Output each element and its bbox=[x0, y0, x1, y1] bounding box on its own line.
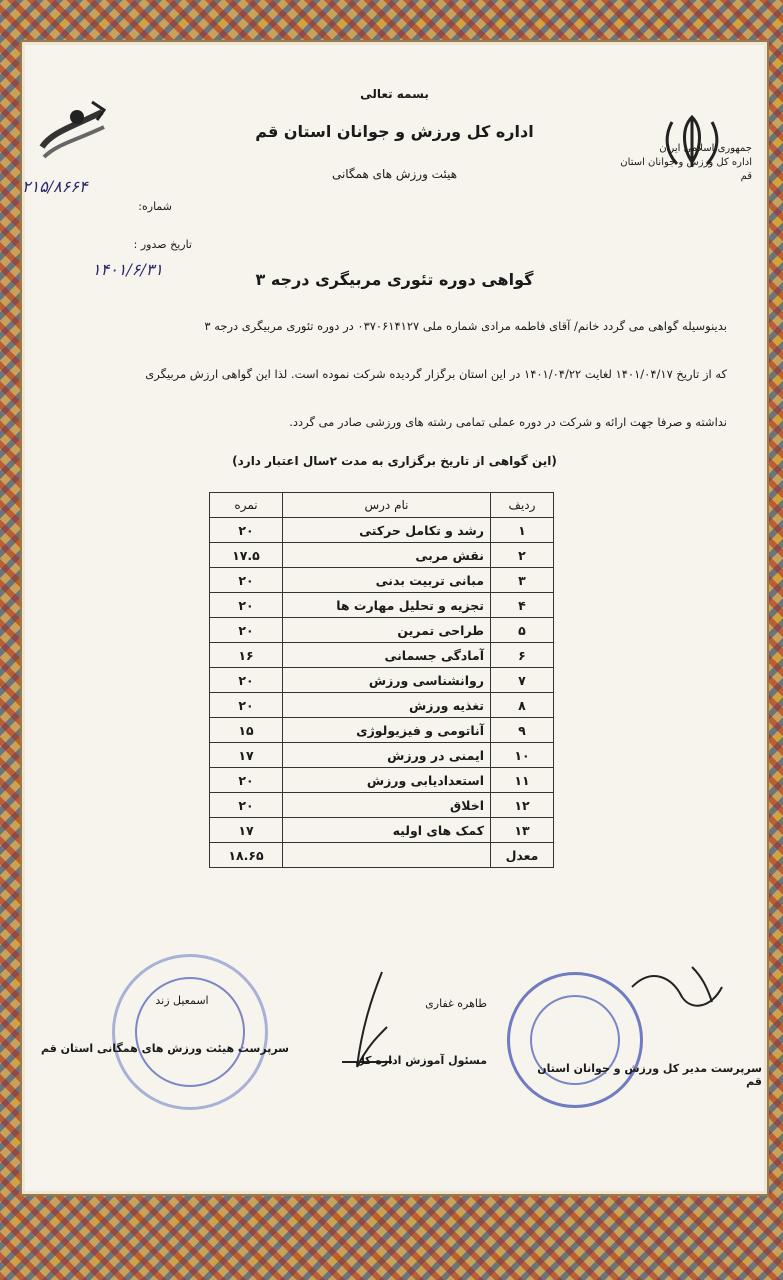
row-number: ۲ bbox=[491, 543, 554, 568]
table-row bbox=[210, 693, 554, 718]
table-row bbox=[210, 768, 554, 793]
course-name: رشد و تکامل حرکتی bbox=[283, 518, 491, 543]
table-header-row bbox=[210, 493, 554, 518]
header-grade: نمره bbox=[210, 493, 283, 518]
average-row bbox=[210, 843, 554, 868]
organization-title: اداره کل ورزش و جوانان استان قم bbox=[255, 122, 534, 141]
body-line-2: که از تاریخ ۱۴۰۱/۰۴/۱۷ لغایت ۱۴۰۱/۰۴/۲۲ در این استان برگزار گردیده شرکت نموده است. لذا این گواهی ارزش مربیگری bbox=[145, 367, 727, 381]
header-course-name: نام درس bbox=[283, 493, 491, 518]
table-row bbox=[210, 643, 554, 668]
row-number: ۱۱ bbox=[491, 768, 554, 793]
course-name: تغذیه ورزش bbox=[283, 693, 491, 718]
certificate-body bbox=[20, 40, 769, 1196]
course-name: تجزیه و تحلیل مهارت ها bbox=[283, 593, 491, 618]
body-line-1: بدینوسیله گواهی می گردد خانم/ آقای فاطمه مرادی شماره ملی ۰۳۷۰۶۱۴۱۲۷ در دوره تئوری مربیگری درجه ۳ bbox=[204, 319, 727, 333]
validity-note: (این گواهی از تاریخ برگزاری به مدت ۲سال اعتبار دارد) bbox=[232, 454, 557, 468]
right-signature-icon bbox=[622, 957, 732, 1027]
grades-table bbox=[209, 492, 554, 868]
average-spacer bbox=[283, 843, 491, 868]
number-handwritten: ۲۱۵/۸۶۶۴ bbox=[22, 177, 88, 196]
course-grade: ۲۰ bbox=[210, 768, 283, 793]
table-row bbox=[210, 793, 554, 818]
table-row bbox=[210, 618, 554, 643]
row-number: ۴ bbox=[491, 593, 554, 618]
course-grade: ۱۵ bbox=[210, 718, 283, 743]
board-subtitle: هیئت ورزش های همگانی bbox=[331, 167, 458, 181]
average-label: معدل bbox=[491, 843, 554, 868]
issue-date-label: تاریخ صدور : bbox=[133, 238, 192, 251]
course-name: کمک های اولیه bbox=[283, 818, 491, 843]
table-row bbox=[210, 568, 554, 593]
average-value: ۱۸.۶۵ bbox=[210, 843, 283, 868]
row-number: ۸ bbox=[491, 693, 554, 718]
course-name: اخلاق bbox=[283, 793, 491, 818]
row-number: ۱۳ bbox=[491, 818, 554, 843]
course-name: آمادگی جسمانی bbox=[283, 643, 491, 668]
left-signer-name: اسمعیل زند bbox=[155, 994, 209, 1007]
course-name: نقش مربی bbox=[283, 543, 491, 568]
course-grade: ۲۰ bbox=[210, 693, 283, 718]
number-label: شماره: bbox=[138, 200, 172, 213]
row-number: ۷ bbox=[491, 668, 554, 693]
course-name: استعدادیابی ورزش bbox=[283, 768, 491, 793]
left-official-stamp bbox=[112, 954, 268, 1110]
row-number: ۶ bbox=[491, 643, 554, 668]
course-grade: ۲۰ bbox=[210, 668, 283, 693]
course-grade: ۲۰ bbox=[210, 793, 283, 818]
course-grade: ۱۶ bbox=[210, 643, 283, 668]
course-grade: ۲۰ bbox=[210, 568, 283, 593]
middle-signer-role: مسئول آموزش اداره کل bbox=[355, 1054, 487, 1067]
course-name: مبانی تربیت بدنی bbox=[283, 568, 491, 593]
course-grade: ۱۷.۵ bbox=[210, 543, 283, 568]
bismillah-heading: بسمه تعالی bbox=[360, 87, 429, 101]
emblem-caption: جمهوری اسلامی ایران اداره کل ورزش و جوانان استان قم bbox=[620, 143, 752, 182]
row-number: ۱ bbox=[491, 518, 554, 543]
certificate-title: گواهی دوره تئوری مربیگری درجه ۳ bbox=[255, 270, 534, 289]
table-row bbox=[210, 668, 554, 693]
row-number: ۱۰ bbox=[491, 743, 554, 768]
row-number: ۵ bbox=[491, 618, 554, 643]
course-grade: ۱۷ bbox=[210, 743, 283, 768]
course-name: آناتومی و فیزیولوژی bbox=[283, 718, 491, 743]
table-row bbox=[210, 543, 554, 568]
course-name: ایمنی در ورزش bbox=[283, 743, 491, 768]
middle-signer-name: طاهره غفاری bbox=[425, 997, 487, 1010]
table-row bbox=[210, 818, 554, 843]
table-row bbox=[210, 743, 554, 768]
table-row bbox=[210, 593, 554, 618]
body-line-3: نداشته و صرفا جهت ارائه و شرکت در دوره عملی تمامی رشته های ورزشی صادر می گردد. bbox=[289, 415, 727, 429]
row-number: ۳ bbox=[491, 568, 554, 593]
table-row bbox=[210, 518, 554, 543]
left-signer-role: سرپرست هیئت ورزش های همگانی استان قم bbox=[40, 1042, 289, 1055]
course-name: طراحی تمرین bbox=[283, 618, 491, 643]
table-row bbox=[210, 718, 554, 743]
row-number: ۱۲ bbox=[491, 793, 554, 818]
header-row-number: ردیف bbox=[491, 493, 554, 518]
row-number: ۹ bbox=[491, 718, 554, 743]
course-grade: ۱۷ bbox=[210, 818, 283, 843]
course-name: روانشناسی ورزش bbox=[283, 668, 491, 693]
issue-date-handwritten: ۱۴۰۱/۶/۳۱ bbox=[92, 260, 163, 279]
course-grade: ۲۰ bbox=[210, 593, 283, 618]
course-grade: ۲۰ bbox=[210, 518, 283, 543]
right-signer-role: سرپرست مدیر کل ورزش و جوانان استان قم bbox=[537, 1062, 762, 1088]
course-grade: ۲۰ bbox=[210, 618, 283, 643]
